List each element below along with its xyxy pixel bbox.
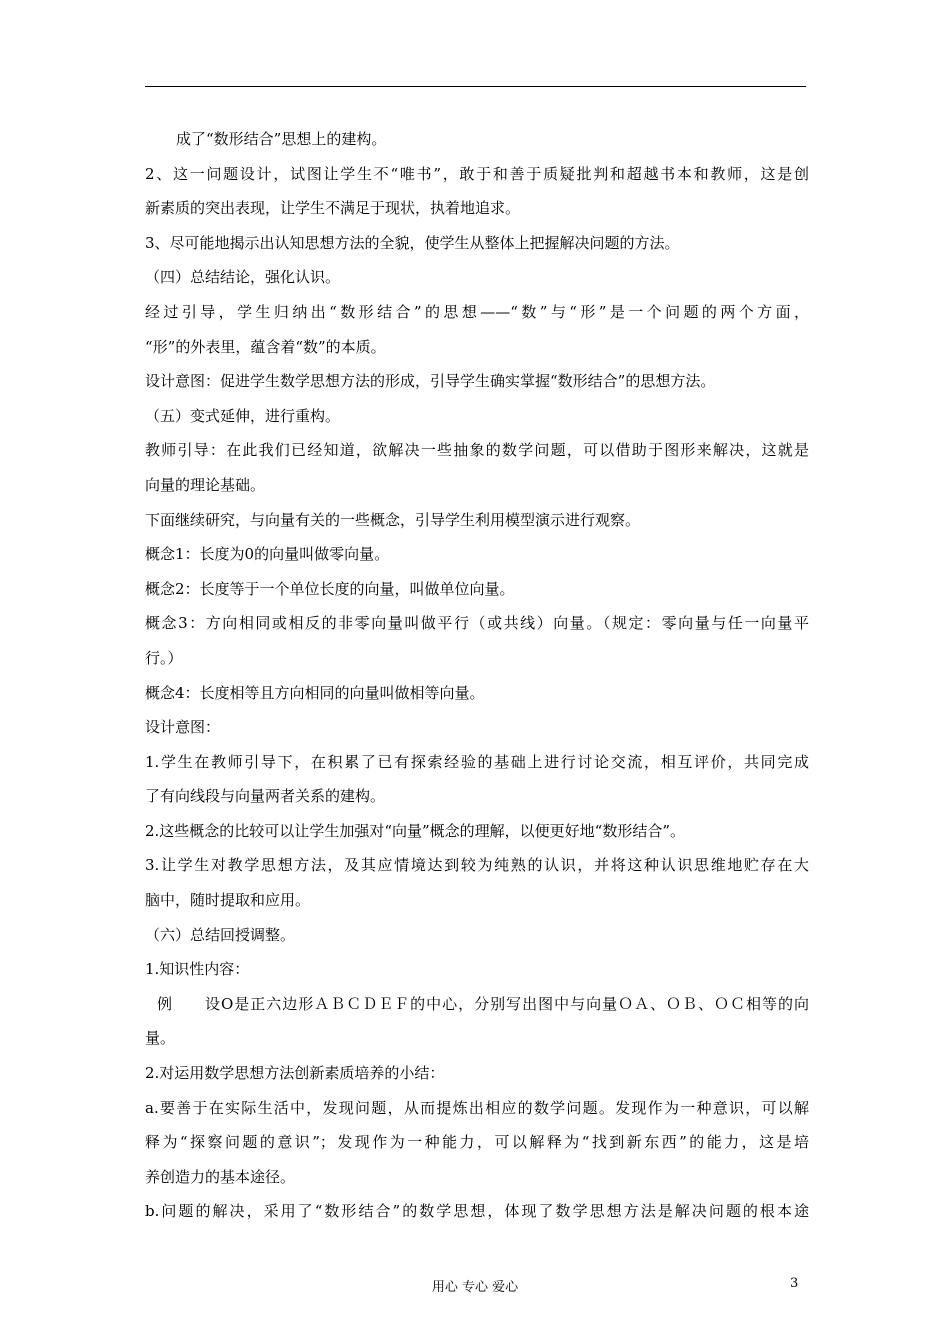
page-number: 3: [790, 1276, 799, 1291]
paragraph-line: 经过引导，学生归纳出“数形结合”的思想——“数”与“形”是一个问题的两个方面，: [145, 302, 809, 321]
paragraph-line: 3.让学生对教学思想方法，及其应情境达到较为纯熟的认识，并将这种认识思维地贮存在大: [145, 856, 809, 875]
document-body: [145, 122, 809, 1229]
section-heading: （五）变式延伸，进行重构。: [145, 406, 341, 425]
header-rule: [145, 86, 806, 87]
paragraph-line: 脑中，随时提取和应用。: [145, 891, 311, 910]
concept-line: 行。）: [145, 648, 183, 667]
concept-line: 概念3：方向相同或相反的非零向量叫做平行（或共线）向量。（规定：零向量与任一向量平: [145, 614, 809, 633]
paragraph-line: 设计意图：: [145, 718, 221, 737]
example-line: 量。: [145, 1029, 176, 1048]
paragraph-line: 设计意图：促进学生数学思想方法的形成，引导学生确实掌握“数形结合”的思想方法。: [145, 372, 716, 391]
paragraph-line: 成了“数形结合”思想上的建构。: [176, 130, 387, 148]
section-heading: （四）总结结论，强化认识。: [145, 268, 341, 287]
paragraph-line: b.问题的解决，采用了“数形结合”的数学思想，体现了数学思想方法是解决问题的根本途: [145, 1202, 809, 1221]
paragraph-line: 3、尽可能地揭示出认知思想方法的全貌，使学生从整体上把握解决问题的方法。: [145, 233, 680, 252]
example-line: 例 设O是正六边形ＡＢＣＤＥＦ的中心，分别写出图中与向量ＯＡ、ＯＢ、ＯＣ相等的向: [157, 994, 809, 1013]
paragraph-line: 养创造力的基本途径。: [145, 1167, 296, 1186]
paragraph-line: 2.这些概念的比较可以让学生加强对“向量”概念的理解，以便更好地“数形结合”。: [145, 821, 685, 840]
paragraph-line: 向量的理论基础。: [145, 475, 266, 494]
paragraph-line: 下面继续研究，与向量有关的一些概念，引导学生利用模型演示进行观察。: [145, 510, 641, 529]
paragraph-line: 释为“探察问题的意识”；发现作为一种能力，可以解释为“找到新东西”的能力，这是培: [145, 1133, 809, 1152]
paragraph-line: “形”的外表里，蕴含着“数”的本质。: [145, 337, 386, 356]
paragraph-line: 2、这一问题设计，试图让学生不“唯书”，敢于和善于质疑批判和超越书本和教师，这是创: [145, 164, 809, 183]
concept-line: 概念1：长度为0的向量叫做零向量。: [145, 545, 390, 564]
concept-line: 概念2：长度等于一个单位长度的向量，叫做单位向量。: [145, 579, 515, 598]
paragraph-line: 1.知识性内容：: [145, 960, 250, 979]
footer-slogan: 用心 专心 爱心: [431, 1280, 519, 1295]
concept-line: 概念4：长度相等且方向相同的向量叫做相等向量。: [145, 683, 485, 702]
section-heading: （六）总结回授调整。: [145, 925, 296, 944]
paragraph-line: 2.对运用数学思想方法创新素质培养的小结：: [145, 1064, 445, 1083]
paragraph-line: a.要善于在实际生活中，发现问题，从而提炼出相应的数学问题。发现作为一种意识，可以解: [145, 1098, 809, 1117]
paragraph-line: 了有向线段与向量两者关系的建构。: [145, 787, 386, 806]
paragraph-line: 1.学生在教师引导下，在积累了已有探索经验的基础上进行讨论交流，相互评价，共同完成: [145, 752, 809, 771]
paragraph-line: 新素质的突出表现，让学生不满足于现状，执着地追求。: [145, 199, 521, 218]
paragraph-line: 教师引导：在此我们已经知道，欲解决一些抽象的数学问题，可以借助于图形来解决，这就是: [145, 441, 809, 460]
